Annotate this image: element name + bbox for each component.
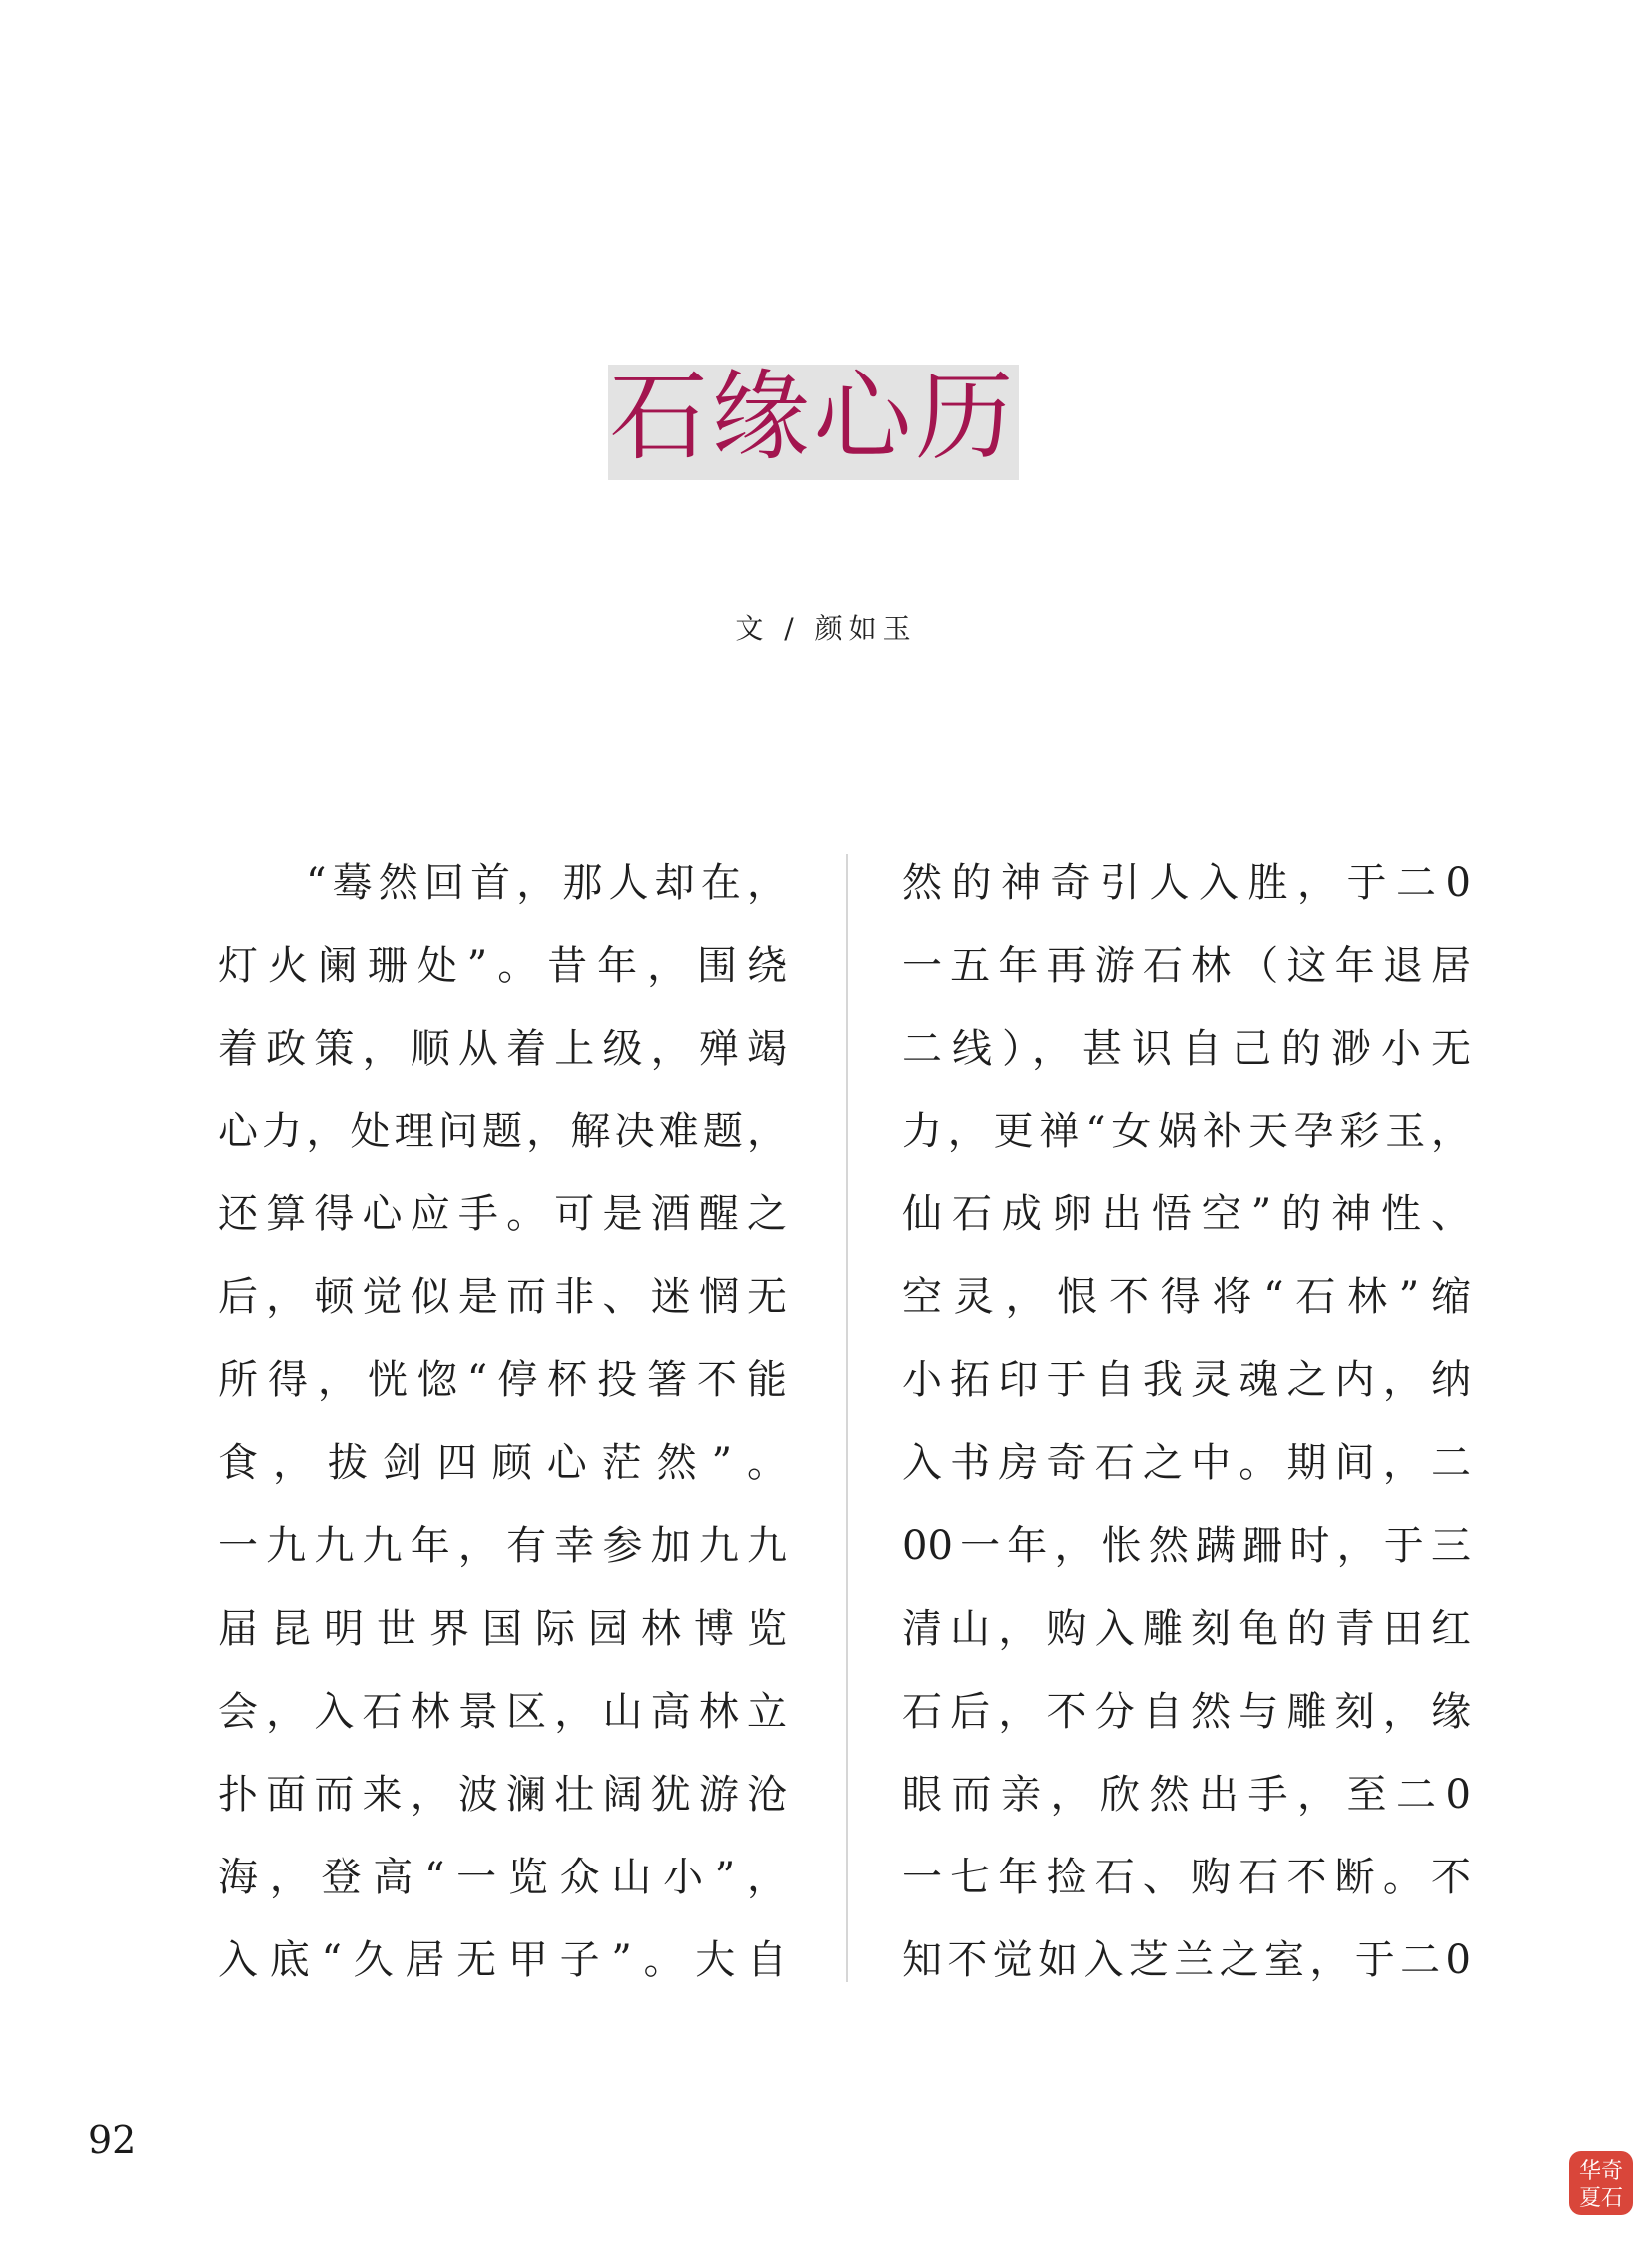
text-line: 小拓印于自我灵魂之内，纳 bbox=[902, 1357, 1471, 1403]
text-line: 一五年再游石林（这年退居 bbox=[902, 943, 1471, 989]
text-line: 入底“久居无甲子”。大自 bbox=[218, 1937, 787, 1983]
text-line: 清山，购入雕刻龟的青田红 bbox=[902, 1606, 1471, 1652]
text-line: 海，登高“一览众山小”， bbox=[218, 1855, 787, 1900]
text-line: 着政策，顺从着上级，殚竭 bbox=[218, 1026, 787, 1072]
column-divider bbox=[846, 854, 848, 1982]
text-line: 然的神奇引人入胜，于二0 bbox=[902, 860, 1471, 906]
text-line: 后，顿觉似是而非、迷惘无 bbox=[218, 1274, 787, 1320]
text-line: 00一年，怅然蹒跚时，于三 bbox=[902, 1523, 1471, 1569]
text-column-right bbox=[902, 842, 1471, 2002]
watermark-seal-top: 华奇 bbox=[1578, 2159, 1624, 2184]
text-line: 扑面而来，波澜壮阔犹游沧 bbox=[218, 1772, 787, 1818]
text-line: 仙石成卵出悟空”的神性、 bbox=[902, 1191, 1471, 1237]
text-line: 所得，恍惚“停杯投箸不能 bbox=[218, 1357, 787, 1403]
text-line: 一七年捡石、购石不断。不 bbox=[902, 1855, 1471, 1900]
watermark-seal-bottom: 夏石 bbox=[1578, 2186, 1624, 2211]
text-line: 知不觉如入芝兰之室，于二0 bbox=[902, 1937, 1471, 1983]
article-title: 石缘心历 bbox=[609, 361, 1018, 474]
author-byline: 文 / 颜如玉 bbox=[735, 612, 917, 645]
text-column-left bbox=[218, 842, 787, 2002]
page-number: 92 bbox=[88, 2118, 137, 2162]
text-line: 一九九九年，有幸参加九九 bbox=[218, 1523, 787, 1569]
text-line: 灯火阑珊处”。昔年，围绕 bbox=[218, 943, 787, 989]
text-line: 还算得心应手。可是酒醒之 bbox=[218, 1191, 787, 1237]
text-line: 力，更禅“女娲补天孕彩玉， bbox=[902, 1109, 1471, 1154]
text-line: 空灵，恨不得将“石林”缩 bbox=[902, 1274, 1471, 1320]
text-line: 会，入石林景区，山高林立 bbox=[218, 1689, 787, 1735]
text-line: 入书房奇石之中。期间，二 bbox=[902, 1440, 1471, 1486]
text-line: 二线），甚识自己的渺小无 bbox=[902, 1026, 1471, 1072]
watermark-seal-icon bbox=[1565, 2147, 1637, 2219]
text-line: 眼而亲，欣然出手，至二0 bbox=[902, 1772, 1471, 1818]
text-line: 心力，处理问题，解决难题， bbox=[218, 1109, 787, 1154]
text-line: 食，拔剑四顾心茫然”。 bbox=[218, 1440, 787, 1486]
text-line: 石后，不分自然与雕刻，缘 bbox=[902, 1689, 1471, 1735]
text-line: “蓦然回首，那人却在， bbox=[306, 860, 787, 906]
text-line: 届昆明世界国际园林博览 bbox=[218, 1606, 787, 1652]
